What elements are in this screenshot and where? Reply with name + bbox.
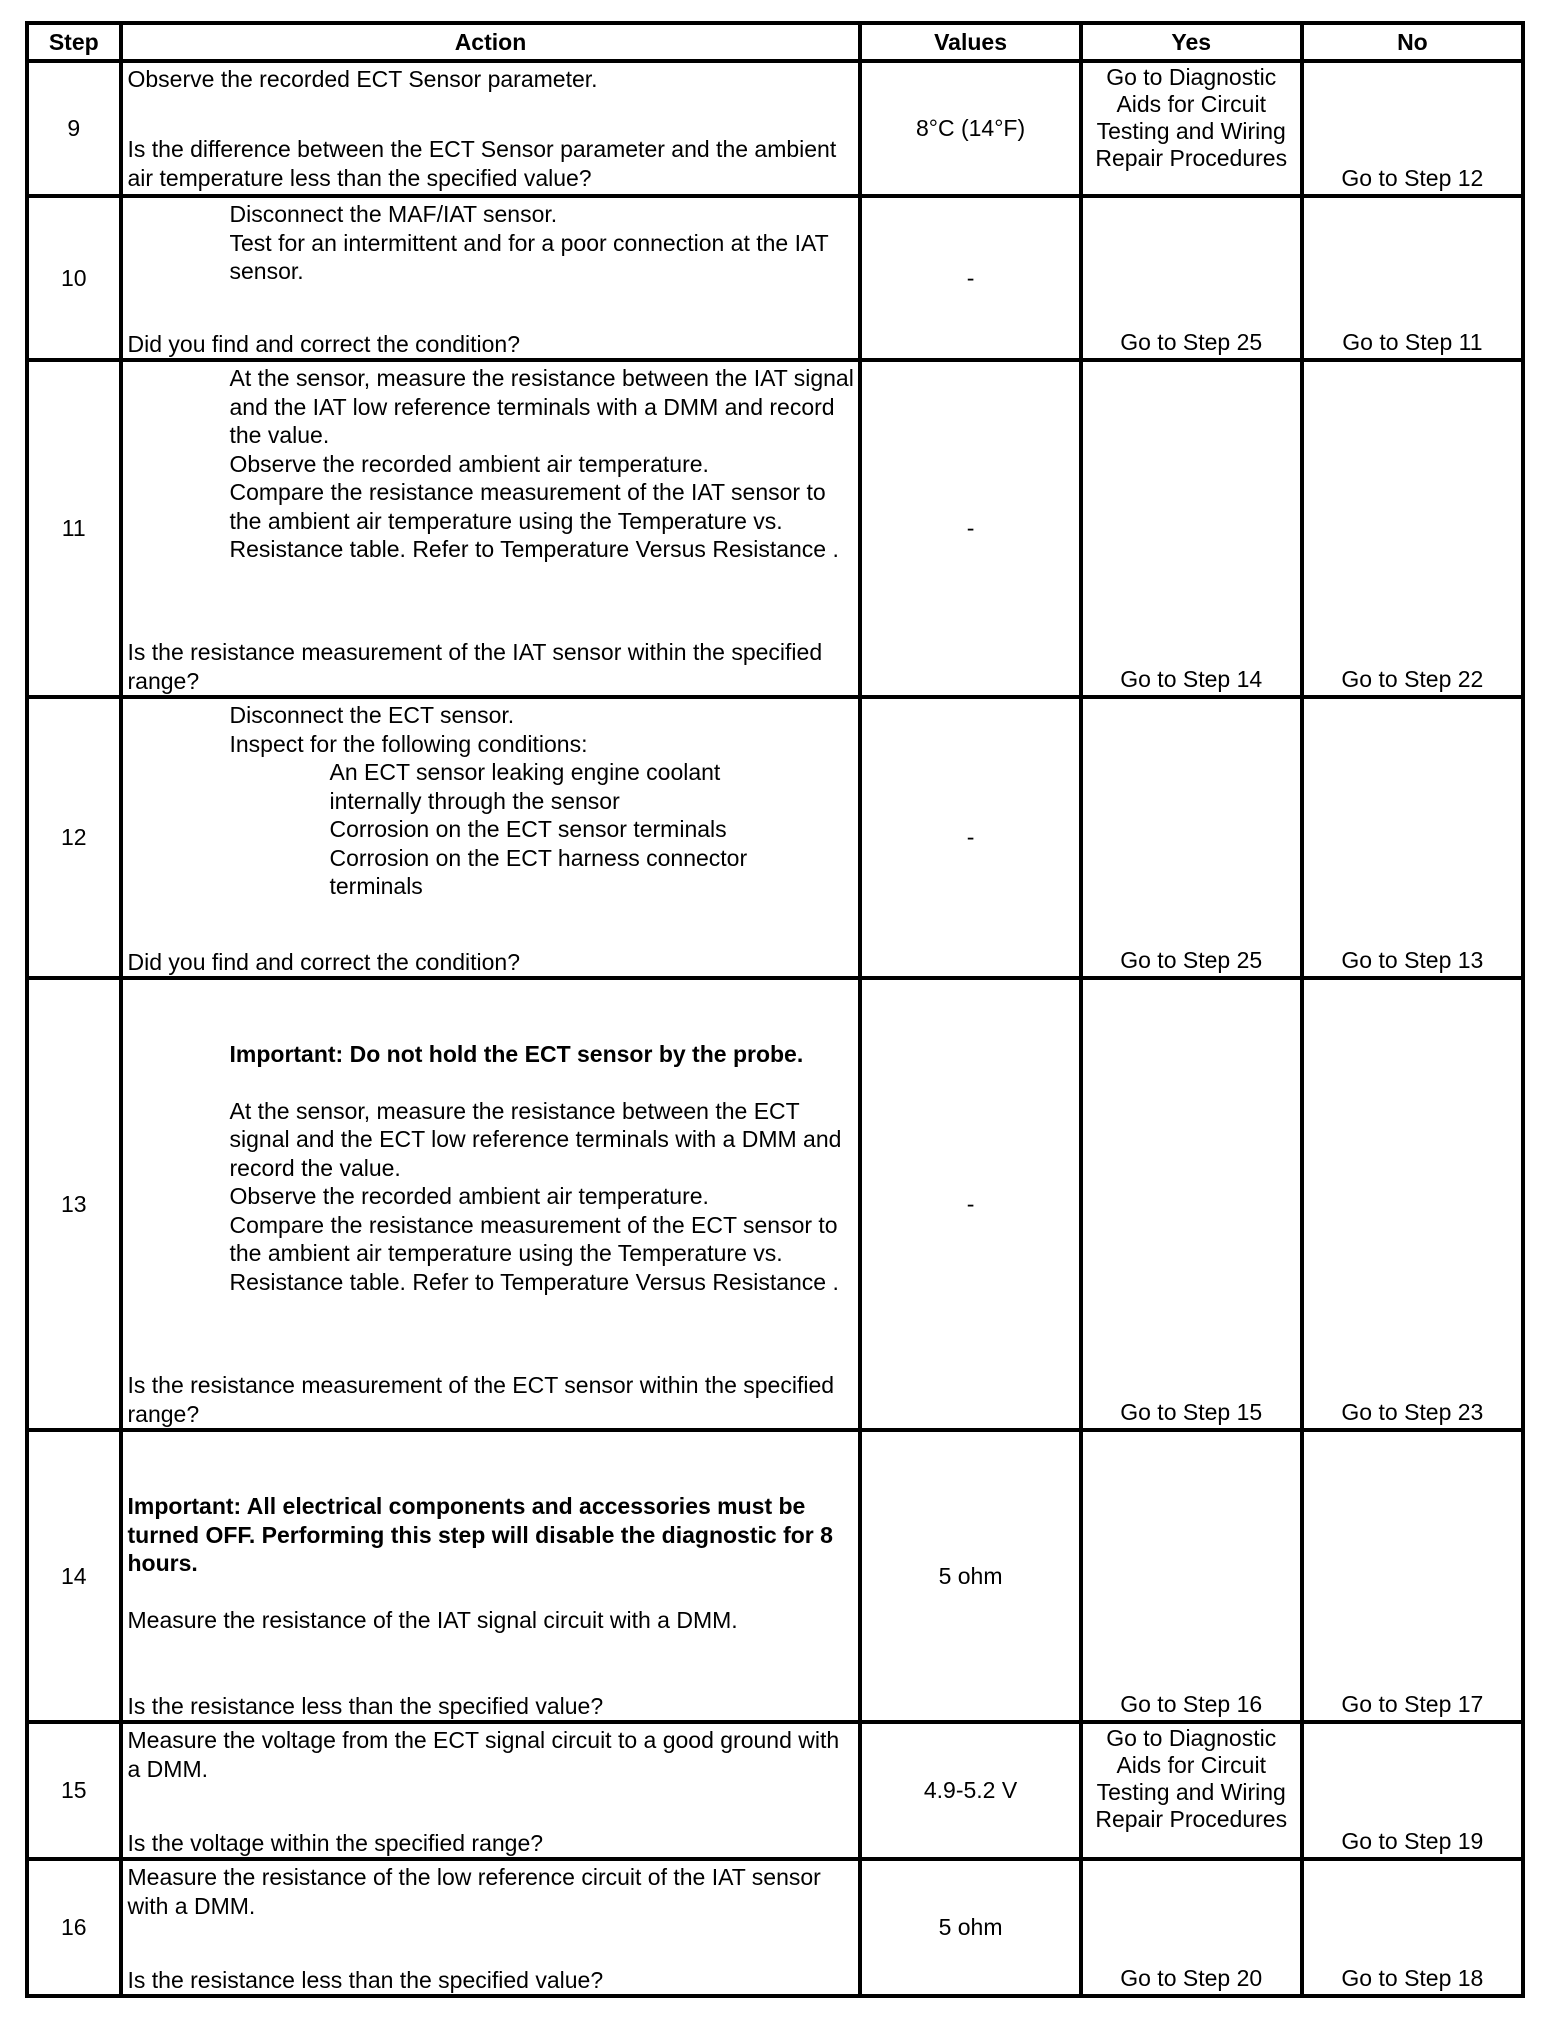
no-cell[interactable]: Go to Step 18 xyxy=(1302,1859,1523,1996)
table-row xyxy=(27,360,1523,697)
important-note: Important: Do not hold the ECT sensor by the probe. xyxy=(229,1041,804,1067)
action-cell xyxy=(121,697,861,978)
action-item: Observe the recorded ambient air temperature. xyxy=(229,1183,709,1209)
action-cell xyxy=(121,196,861,360)
yes-cell[interactable]: Go to Step 15 xyxy=(1081,978,1302,1430)
no-cell[interactable]: Go to Step 22 xyxy=(1302,360,1523,697)
yes-cell[interactable]: Go to Diagnostic Aids for Circuit Testing and Wiring Repair Procedures xyxy=(1081,61,1302,196)
condition-item: Corrosion on the ECT harness connector terminals xyxy=(329,844,748,899)
header-row xyxy=(27,23,1523,61)
yes-cell[interactable]: Go to Diagnostic Aids for Circuit Testing and Wiring Repair Procedures xyxy=(1081,1722,1302,1859)
step-number: 9 xyxy=(27,61,121,196)
condition-item: An ECT sensor leaking engine coolant internally through the sensor xyxy=(329,759,721,814)
yes-cell[interactable]: Go to Step 25 xyxy=(1081,196,1302,360)
value-cell: 5 ohm xyxy=(860,1430,1080,1722)
action-cell xyxy=(121,978,861,1430)
table-row xyxy=(27,697,1523,978)
header-step: Step xyxy=(27,23,121,61)
question-text: Is the resistance measurement of the ECT sensor within the specified range? xyxy=(127,1372,835,1427)
action-cell xyxy=(121,1859,861,1996)
action-item: Compare the resistance measurement of the ECT sensor to the ambient air temperature using the Temperature vs. Resistance table. Refer to Temperature Versus Resistance . xyxy=(229,1211,839,1295)
value-cell: 4.9-5.2 V xyxy=(860,1722,1080,1859)
action-item: Inspect for the following conditions: xyxy=(229,730,588,757)
important-note: Important: All electrical components and accessories must be turned OFF. Performing this step will disable the diagnostic for 8 hours. xyxy=(127,1493,833,1576)
action-item: At the sensor, measure the resistance between the ECT signal and the ECT low reference terminals with a DMM and record the value. xyxy=(229,1097,842,1181)
question-text: Is the resistance less than the specified value? xyxy=(127,1966,604,1993)
table-row xyxy=(27,196,1523,360)
yes-cell[interactable]: Go to Step 20 xyxy=(1081,1859,1302,1996)
question-text: Is the resistance measurement of the IAT sensor within the specified range? xyxy=(127,639,823,694)
action-item: Disconnect the ECT sensor. xyxy=(229,702,515,728)
step-number: 11 xyxy=(27,360,121,697)
yes-cell[interactable]: Go to Step 16 xyxy=(1081,1430,1302,1722)
yes-cell[interactable]: Go to Step 14 xyxy=(1081,360,1302,697)
step-number: 15 xyxy=(27,1722,121,1859)
no-cell[interactable]: Go to Step 19 xyxy=(1302,1722,1523,1859)
action-text: Measure the resistance of the low reference circuit of the IAT sensor with a DMM. xyxy=(127,1864,821,1919)
value-cell: - xyxy=(860,196,1080,360)
value-cell: - xyxy=(860,697,1080,978)
question-text: Is the resistance less than the specified value? xyxy=(127,1692,604,1719)
question-text: Did you find and correct the condition? xyxy=(127,948,521,975)
table-row xyxy=(27,1859,1523,1996)
header-yes: Yes xyxy=(1081,23,1302,61)
table-row xyxy=(27,1722,1523,1859)
action-item: Compare the resistance measurement of the IAT sensor to the ambient air temperature using the Temperature vs. Resistance table. Refer to Temperature Versus Resistance . xyxy=(229,479,839,562)
value-cell: 8°C (14°F) xyxy=(860,61,1080,196)
step-number: 14 xyxy=(27,1430,121,1722)
no-cell[interactable]: Go to Step 12 xyxy=(1302,61,1523,196)
header-action: Action xyxy=(121,23,861,61)
action-cell xyxy=(121,360,861,697)
header-values: Values xyxy=(860,23,1080,61)
value-cell: 5 ohm xyxy=(860,1859,1080,1996)
diagnostic-table xyxy=(25,21,1525,1998)
step-number: 16 xyxy=(27,1859,121,1996)
action-cell xyxy=(121,1722,861,1859)
action-item: Observe the recorded ambient air temperature. xyxy=(229,450,709,477)
action-text: Measure the resistance of the IAT signal circuit with a DMM. xyxy=(127,1606,738,1633)
action-text: Observe the recorded ECT Sensor parameter. xyxy=(127,66,598,92)
step-number: 12 xyxy=(27,697,121,978)
table-row xyxy=(27,978,1523,1430)
action-text: Measure the voltage from the ECT signal circuit to a good ground with a DMM. xyxy=(127,1727,840,1782)
step-number: 13 xyxy=(27,978,121,1430)
action-item: At the sensor, measure the resistance between the IAT signal and the IAT low reference terminals with a DMM and record the value. xyxy=(229,365,854,448)
no-cell[interactable]: Go to Step 13 xyxy=(1302,697,1523,978)
step-number: 10 xyxy=(27,196,121,360)
condition-item: Corrosion on the ECT sensor terminals xyxy=(329,816,727,842)
action-cell xyxy=(121,1430,861,1722)
no-cell[interactable]: Go to Step 11 xyxy=(1302,196,1523,360)
yes-cell[interactable]: Go to Step 25 xyxy=(1081,697,1302,978)
value-cell: - xyxy=(860,360,1080,697)
value-cell: - xyxy=(860,978,1080,1430)
action-cell xyxy=(121,61,861,196)
action-item: Test for an intermittent and for a poor connection at the IAT sensor. xyxy=(229,229,829,284)
question-text: Is the difference between the ECT Sensor parameter and the ambient air temperature less than the specified value? xyxy=(127,136,837,191)
action-item: Disconnect the MAF/IAT sensor. xyxy=(229,201,558,227)
question-text: Did you find and correct the condition? xyxy=(127,330,521,357)
header-no: No xyxy=(1302,23,1523,61)
question-text: Is the voltage within the specified range? xyxy=(127,1829,544,1856)
no-cell[interactable]: Go to Step 17 xyxy=(1302,1430,1523,1722)
no-cell[interactable]: Go to Step 23 xyxy=(1302,978,1523,1430)
diagnostic-table-page xyxy=(25,21,1525,1998)
table-row xyxy=(27,1430,1523,1722)
table-row xyxy=(27,61,1523,196)
